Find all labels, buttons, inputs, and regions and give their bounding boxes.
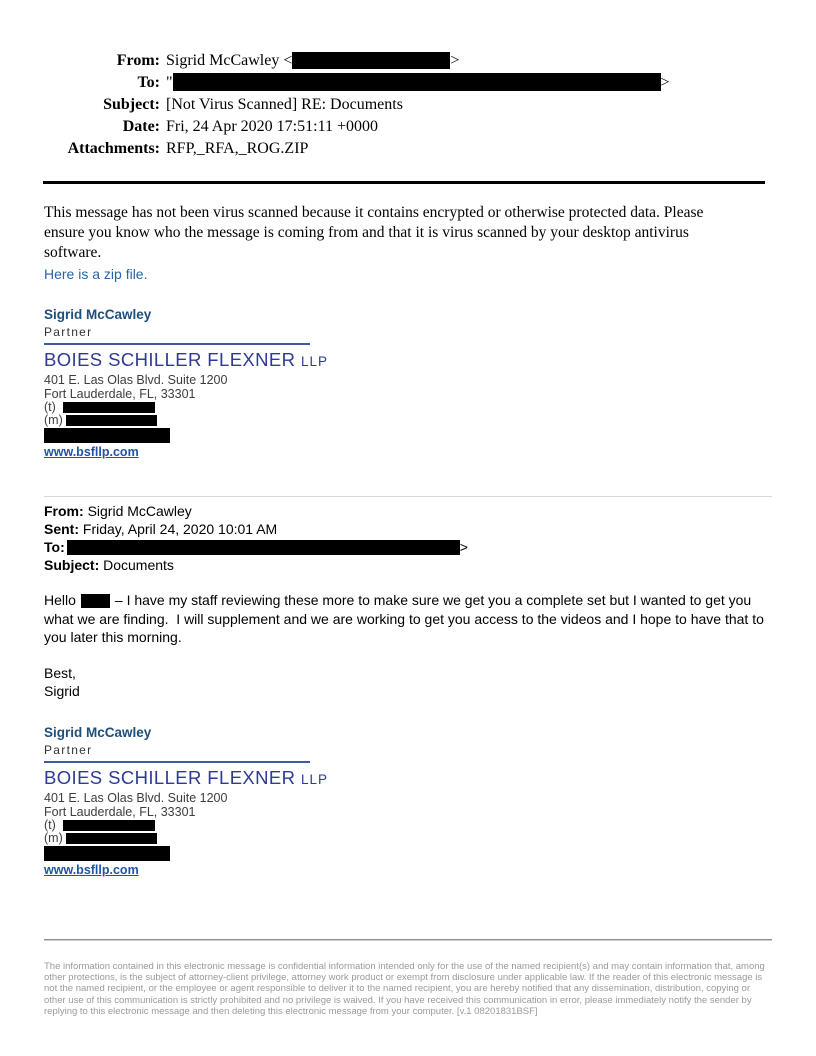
date-value: Fri, 24 Apr 2020 17:51:11 +0000 (166, 118, 378, 135)
thick-divider (43, 181, 765, 184)
from-label: From: (116, 52, 160, 69)
firm-name: BOIES SCHILLER FLEXNER LLP (44, 349, 329, 370)
header-row-from (44, 50, 772, 72)
quoted-row-to (44, 538, 772, 556)
attachments-label: Attachments: (67, 140, 160, 157)
redacted-recipient (67, 540, 460, 555)
redacted-phone-number (63, 402, 155, 413)
mobile-line (44, 832, 772, 845)
header-row-subject (44, 94, 772, 116)
mobile-label: (m) (44, 413, 63, 427)
redacted-email-address (44, 846, 170, 861)
date-label: Date: (122, 118, 160, 135)
firm-name: BOIES SCHILLER FLEXNER LLP (44, 766, 329, 788)
attachments-value: RFP,_RFA,_ROG.ZIP (166, 140, 309, 157)
email-header (44, 50, 772, 160)
virus-notice: This message has not been virus scanned because it contains encrypted or otherwise protected data. Please ensure you know who the message is coming from and that it is virus scanned by your desktop antivirus software. (44, 204, 704, 261)
website-link[interactable]: www.bsfllp.com (44, 445, 139, 459)
redacted-mobile-number (66, 833, 157, 844)
to-label: To: (137, 74, 160, 91)
to-value: " > (166, 74, 670, 91)
phone-line (44, 401, 772, 414)
quoted-sent-label: Sent: (44, 521, 79, 537)
phone-label: (t) (44, 817, 56, 832)
address-line-1: 401 E. Las Olas Blvd. Suite 1200 (44, 790, 228, 805)
signature-block-2 (44, 724, 772, 878)
footer-divider (44, 939, 772, 941)
quoted-subject-value: Documents (103, 557, 174, 573)
quoted-to-close: > (459, 539, 468, 555)
redacted-phone-number (63, 820, 155, 831)
header-row-date (44, 116, 772, 138)
quoted-row-from (44, 502, 772, 520)
quoted-header (44, 502, 772, 574)
phone-line (44, 819, 772, 832)
redacted-name (81, 594, 110, 608)
redacted-from-address (292, 52, 450, 69)
mobile-line (44, 414, 772, 427)
redacted-to-address (173, 73, 661, 91)
signature-rule (44, 761, 310, 763)
quoted-body (44, 591, 772, 647)
quoted-from-label: From: (44, 503, 84, 519)
header-row-to (44, 72, 772, 94)
signature-block-1 (44, 306, 772, 460)
sender-name: Sigrid McCawley (44, 724, 152, 740)
header-row-attachments (44, 138, 772, 160)
quoted-sent-value: Friday, April 24, 2020 10:01 AM (82, 521, 278, 537)
quoted-greeting: Hello (44, 592, 76, 608)
from-value: Sigrid McCawley < > (166, 52, 460, 69)
sender-title: Partner (44, 742, 93, 757)
closing-text: Best, (44, 664, 76, 681)
quoted-from-value: Sigrid McCawley (87, 503, 192, 519)
firm-suffix: LLP (300, 771, 329, 787)
firm-suffix: LLP (300, 354, 329, 369)
quoted-to-label: To: (44, 539, 65, 555)
signoff-name: Sigrid (44, 682, 80, 699)
disclaimer-text: The information contained in this electronic message is confidential information intended only for the use of the named recipient(s) and may contain information that, among other protections, is the subject of attorney-client privilege, attorney work product or exempt from disclosure under applicable law. If the reader of this electronic message is not the named recipient, or the employee or agent responsible to deliver it to the named recipient, you are hereby notified that any dissemination, distribution, copying or other use of this communication is strictly prohibited and no privilege is waived. If you have received this communication in error, please immediately notify the sender by replying to this electronic message and then deleting this electronic message from your computer. [v.1 08201831BSF] (44, 960, 765, 1018)
subject-label: Subject: (103, 96, 160, 113)
signature-rule (44, 343, 310, 345)
sender-name: Sigrid McCawley (44, 307, 152, 322)
zip-file-link[interactable]: Here is a zip file. (44, 266, 148, 282)
mobile-label: (m) (44, 830, 63, 845)
website-link[interactable]: www.bsfllp.com (44, 862, 139, 877)
redacted-email-address (44, 428, 170, 443)
subject-value: [Not Virus Scanned] RE: Documents (166, 96, 403, 113)
quoted-row-subject (44, 556, 772, 574)
address-line-2: Fort Lauderdale, FL, 33301 (44, 804, 196, 819)
address-line-1: 401 E. Las Olas Blvd. Suite 1200 (44, 373, 228, 387)
address-line-2: Fort Lauderdale, FL, 33301 (44, 387, 196, 401)
sender-title: Partner (44, 325, 93, 339)
quoted-divider (44, 496, 772, 497)
quoted-subject-label: Subject: (44, 557, 100, 573)
phone-label: (t) (44, 400, 56, 414)
quoted-body-text: – I have my staff reviewing these more to make sure we get you a complete set but I wanted to get you what we are finding. I will supplement and we are working to get you access to the videos and I hope to have that to you later this morning. (44, 592, 768, 645)
quoted-row-sent (44, 520, 772, 538)
redacted-mobile-number (66, 415, 157, 426)
